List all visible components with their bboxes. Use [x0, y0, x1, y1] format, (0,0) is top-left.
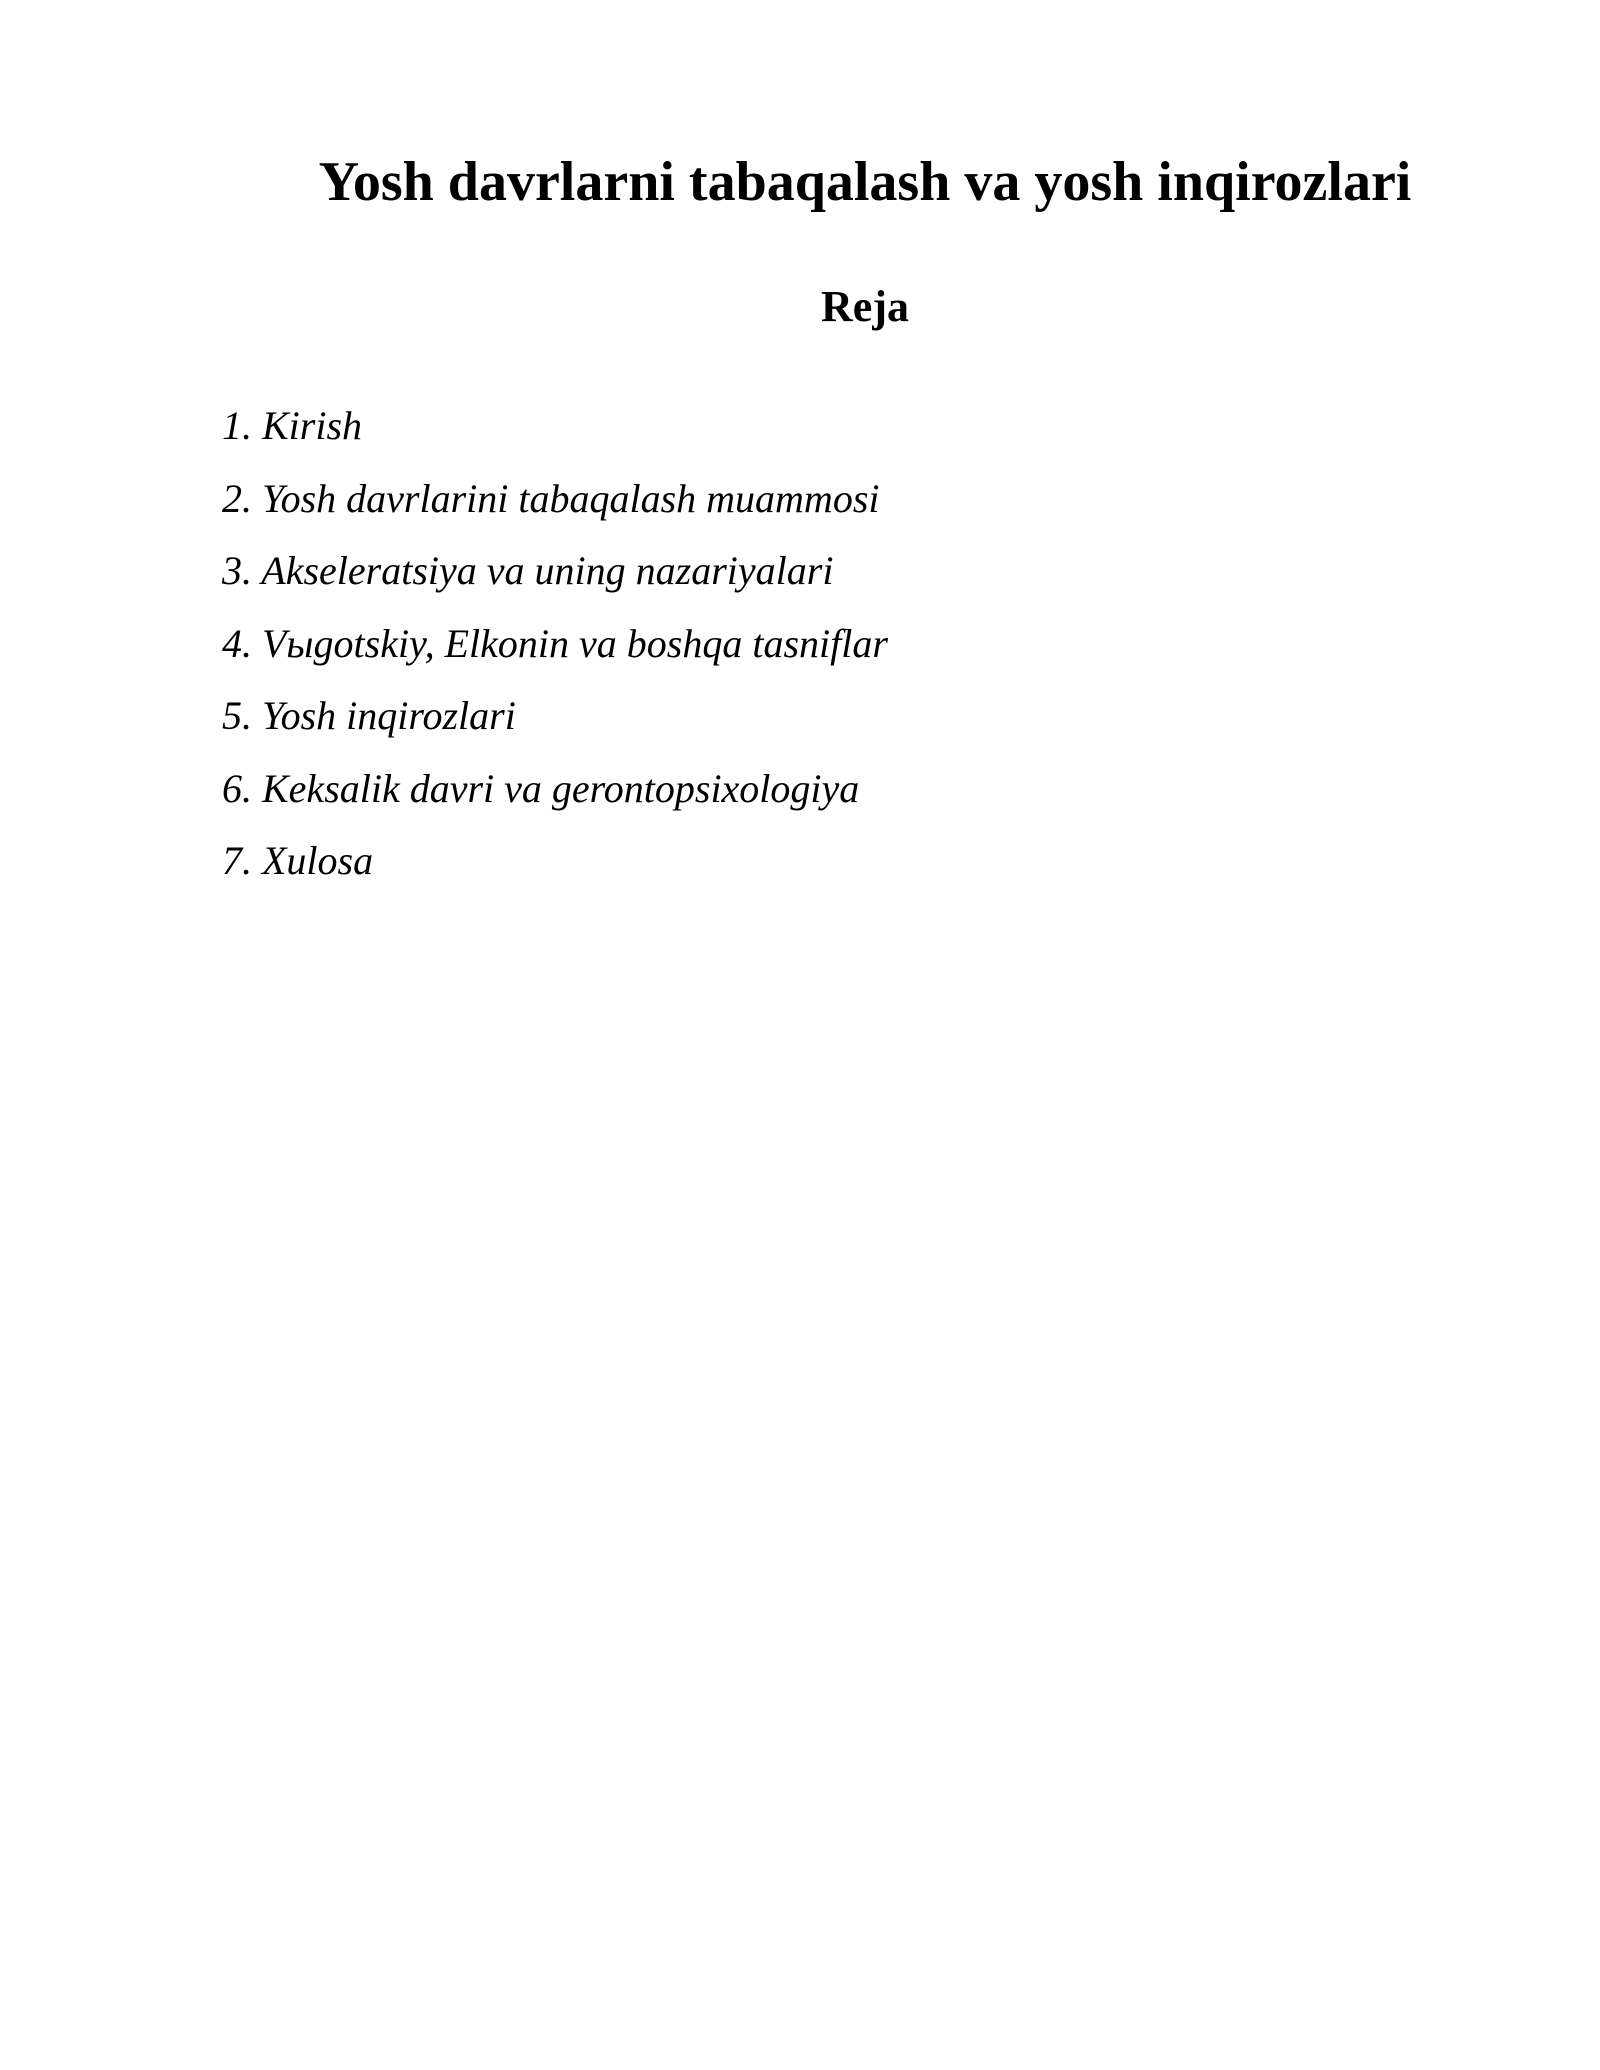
plan-item-introduction: 1. Kirish	[222, 403, 363, 448]
plan-item-conclusion: 7. Xulosa	[222, 838, 374, 883]
plan-list	[222, 390, 888, 898]
plan-item-classifications: 4. Vыgotskiy, Elkonin va boshqa tasniflar	[222, 620, 888, 666]
plan-item-acceleration: 3. Akseleratsiya va uning nazariyalari	[222, 548, 834, 593]
plan-item-old-age: 6. Keksalik davri va gerontopsixologiya	[222, 765, 860, 811]
document-title: Yosh davrlarni tabaqalash va yosh inqirozlari	[318, 151, 1412, 213]
plan-item-age-periods: 2. Yosh davrlarini tabaqalash muammosi	[222, 475, 880, 521]
plan-item-age-crises: 5. Yosh inqirozlari	[222, 693, 516, 738]
plan-heading: Reja	[821, 282, 909, 331]
